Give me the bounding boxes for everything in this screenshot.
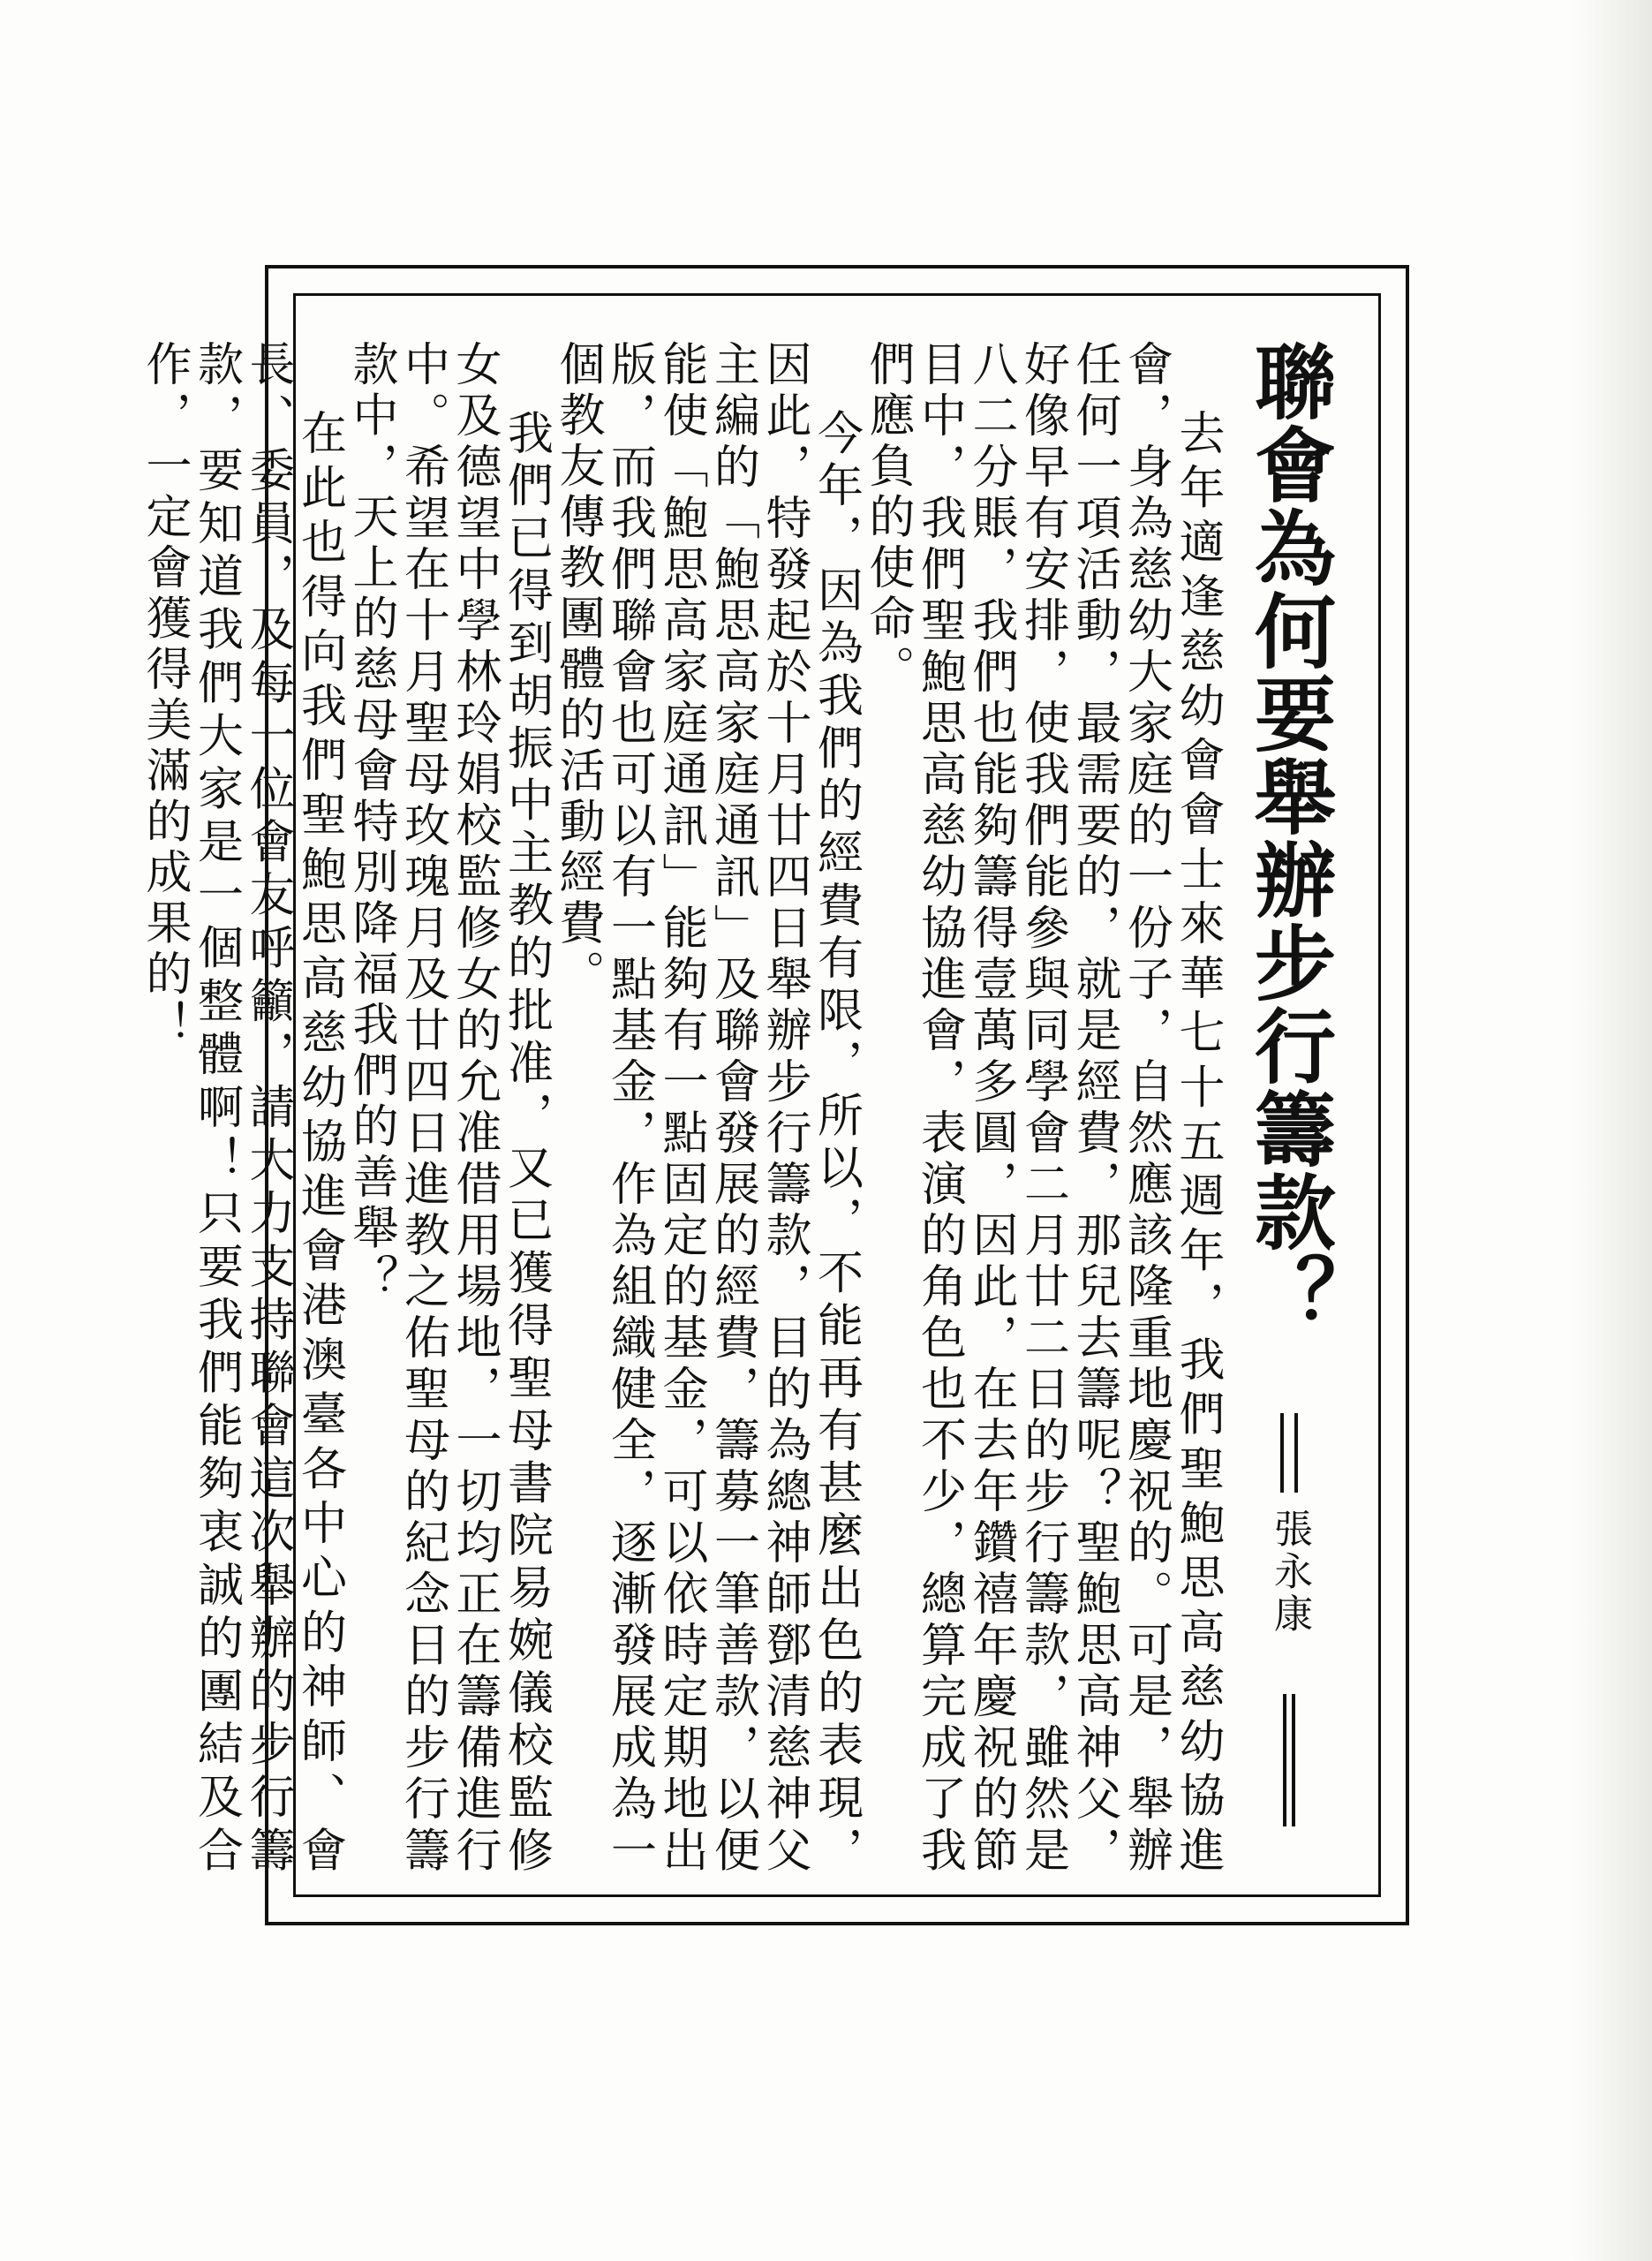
article-title: 聯會為何要舉辦步行籌款？: [1241, 340, 1337, 1336]
author-divider-rule: [1283, 1694, 1295, 1826]
page-edge-shadow: [1573, 0, 1652, 2261]
title-divider-rule: [1280, 1413, 1298, 1493]
title-column: [1223, 340, 1355, 1877]
author-name: 張永康: [1267, 1509, 1312, 1636]
article: [138, 340, 1355, 1877]
paragraph: 在此也得向我們聖鮑思高慈幼協進會港澳臺各中心的神師、會長、委員，及每一位會友呼籲，請大力支持聯會這次舉辦的步行籌款，要知道我們大家是一個整體啊！只要我們能夠衷誠的團結及合作，一定會獲得美滿的成果的！: [138, 340, 346, 1877]
paragraph: 今年，因為我們的經費有限，所以，不能再有甚麼出色的表現，因此，特發起於十月廿四日舉辦步行籌款，目的為總神師鄧清慈神父主編的「鮑思高家庭通訊」及聯會發展的經費，籌募一筆善款，以便能使「鮑思高家庭通訊」能夠有一點固定的基金，可以依時定期地出版，而我們聯會也可以有一點基金，作為組織健全，逐漸發展成為一個教友傳教團體的活動經費。: [551, 340, 863, 1877]
article-body: [138, 340, 1224, 1877]
paragraph: 我們已得到胡振中主教的批准，又已獲得聖母書院易婉儀校監修女及德望中學林玲娟校監修女的允准借用場地，一切均正在籌備進行中。希望在十月聖母玫瑰月及廿四日進教之佑聖母的紀念日的步行籌款中，天上的慈母會特別降福我們的善舉？: [344, 340, 553, 1877]
paragraph: 去年適逢慈幼會會士來華七十五週年，我們聖鮑思高慈幼協進會，身為慈幼大家庭的一份子，自然應該隆重地慶祝的。可是，舉辦任何一項活動，最需要的，就是經費，那兒去籌呢？聖鮑思高神父，好像早有安排，使我們能參與同學會二月廿二日的步行籌款，雖然是八二分賬，我們也能夠籌得壹萬多圓，因此，在去年鑽禧年慶祝的節目中，我們聖鮑思高慈幼協進會，表演的角色也不少，總算完成了我們應負的使命。: [861, 340, 1224, 1877]
